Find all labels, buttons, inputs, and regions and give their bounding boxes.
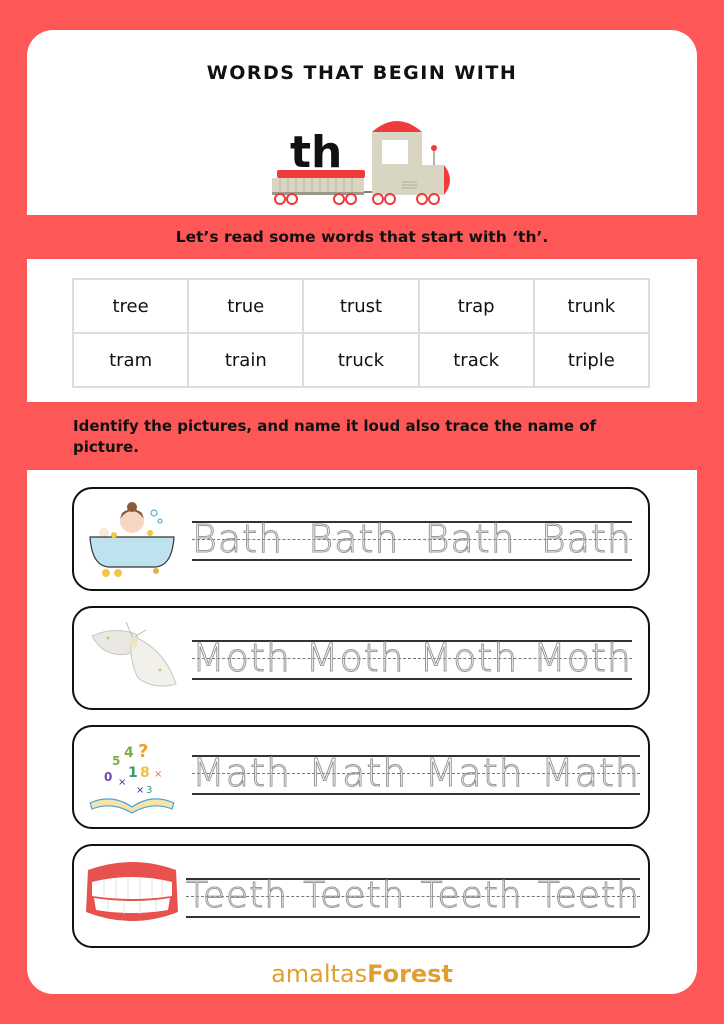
bath-icon (84, 499, 180, 579)
svg-text:4: 4 (124, 745, 134, 761)
worksheet-card (27, 30, 697, 994)
read-instruction: Let’s read some words that start with ‘th’. (175, 228, 549, 246)
moth-icon (84, 618, 180, 698)
trace-word: Math (192, 751, 292, 795)
tracing-row-teeth (72, 844, 650, 948)
trace-word: Teeth (420, 875, 523, 916)
trace-word: Teeth (537, 875, 640, 916)
tracing-lines (192, 636, 632, 680)
trace-word: Bath (192, 517, 284, 561)
trace-word: Moth (305, 636, 405, 680)
tracing-row-moth (72, 606, 650, 710)
brand-logo (0, 960, 724, 988)
trace-word: Math (424, 751, 524, 795)
tracing-row-math (72, 725, 650, 829)
brand-bold: Forest (367, 960, 453, 988)
svg-text:?: ? (138, 741, 149, 762)
trace-word: Moth (532, 636, 632, 680)
tracing-row-bath (72, 487, 650, 591)
word-cell: tree (73, 279, 188, 333)
trace-word: Bath (308, 517, 400, 561)
read-instruction-band (0, 215, 724, 259)
train-th-icon (272, 110, 452, 210)
word-table (72, 278, 650, 388)
word-cell: true (188, 279, 303, 333)
svg-text:3: 3 (146, 785, 153, 796)
table-row (73, 279, 649, 333)
trace-instruction-band (0, 402, 724, 470)
tracing-lines (192, 751, 640, 795)
trace-word: Math (308, 751, 408, 795)
word-cell: tram (73, 333, 188, 387)
svg-text:8: 8 (140, 765, 150, 781)
trace-word: Math (540, 751, 640, 795)
trace-word: Bath (424, 517, 516, 561)
word-cell: triple (534, 333, 649, 387)
trace-word: Teeth (186, 875, 289, 916)
word-cell: truck (303, 333, 418, 387)
word-cell: trap (419, 279, 534, 333)
svg-text:1: 1 (128, 765, 138, 781)
svg-text:×: × (118, 777, 127, 788)
math-icon (84, 737, 180, 817)
svg-text:×: × (136, 785, 145, 796)
trace-word: Moth (192, 636, 292, 680)
trace-word: Moth (419, 636, 519, 680)
trace-instruction: Identify the pictures, and name it loud also trace the name of picture. (73, 417, 597, 456)
word-cell: trust (303, 279, 418, 333)
word-cell: trunk (534, 279, 649, 333)
tracing-lines (186, 875, 640, 918)
trace-word: Bath (540, 517, 632, 561)
page-title: WORDS THAT BEGIN WITH (206, 62, 518, 84)
trace-word: Teeth (303, 875, 406, 916)
digraph-label: th (290, 127, 343, 178)
brand-light: amaltas (271, 960, 368, 988)
word-cell: train (188, 333, 303, 387)
teeth-icon (84, 856, 180, 936)
word-cell: track (419, 333, 534, 387)
tracing-lines (192, 517, 632, 561)
svg-text:5: 5 (112, 754, 121, 768)
svg-text:×: × (154, 769, 163, 780)
table-row (73, 333, 649, 387)
svg-text:0: 0 (104, 770, 113, 784)
